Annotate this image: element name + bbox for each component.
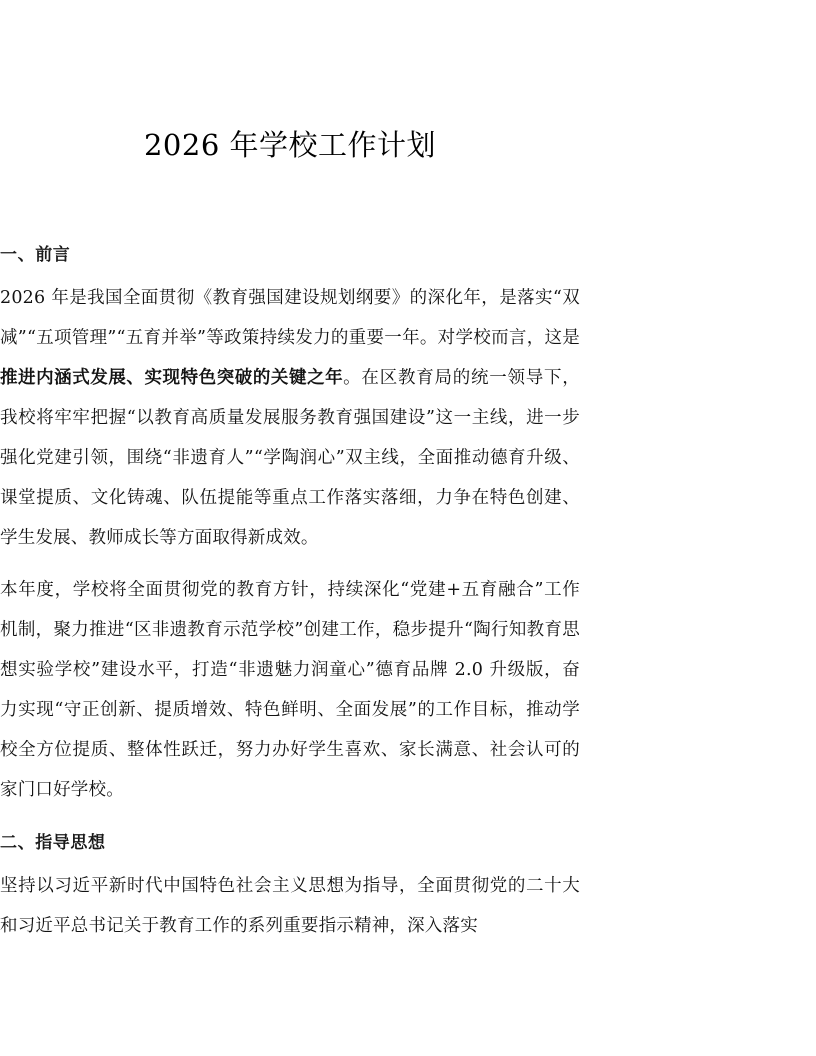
document-title: 2026 年学校工作计划 bbox=[143, 128, 437, 162]
body-text: 2026 年是我国全面贯彻《教育强国建设规划纲要》的深化年，是落实“双减”“五项管理”“五育并举”等政策持续发力的重要一年。对学校而言，这是 bbox=[0, 288, 580, 348]
section-heading-preface: 一、前言 bbox=[0, 245, 71, 265]
paragraph-preface-1 bbox=[0, 278, 580, 558]
section-heading-guiding-ideology: 二、指导思想 bbox=[0, 833, 106, 853]
body-text: 坚持以习近平新时代中国特色社会主义思想为指导，全面贯彻党的二十大和习近平总书记关于教育工作的系列重要指示精神，深入落实 bbox=[0, 876, 580, 936]
paragraph-guiding-ideology-1 bbox=[0, 866, 580, 946]
body-text: 本年度，学校将全面贯彻党的教育方针，持续深化“党建+五育融合”工作机制，聚力推进“区非遗教育示范学校”创建工作，稳步提升“陶行知教育思想实验学校”建设水平，打造“非遗魅力润童心”德育品牌 2.0 升级版，奋力实现“守正创新、提质增效、特色鲜明、全面发展”的工作目标，推动学校全方位提质、整体性跃迁，努力办好学生喜欢、家长满意、社会认可的家门口好学校。 bbox=[0, 580, 580, 800]
paragraph-preface-2 bbox=[0, 570, 580, 810]
document-body bbox=[0, 240, 580, 946]
body-text: 。在区教育局的统一领导下，我校将牢牢把握“以教育高质量发展服务教育强国建设”这一主线，进一步强化党建引领，围绕“非遗育人”“学陶润心”双主线，全面推动德育升级、课堂提质、文化铸魂、队伍提能等重点工作落实落细，力争在特色创建、学生发展、教师成长等方面取得新成效。 bbox=[0, 368, 581, 548]
emphasized-text: 推进内涵式发展、实现特色突破的关键之年 bbox=[0, 368, 344, 388]
